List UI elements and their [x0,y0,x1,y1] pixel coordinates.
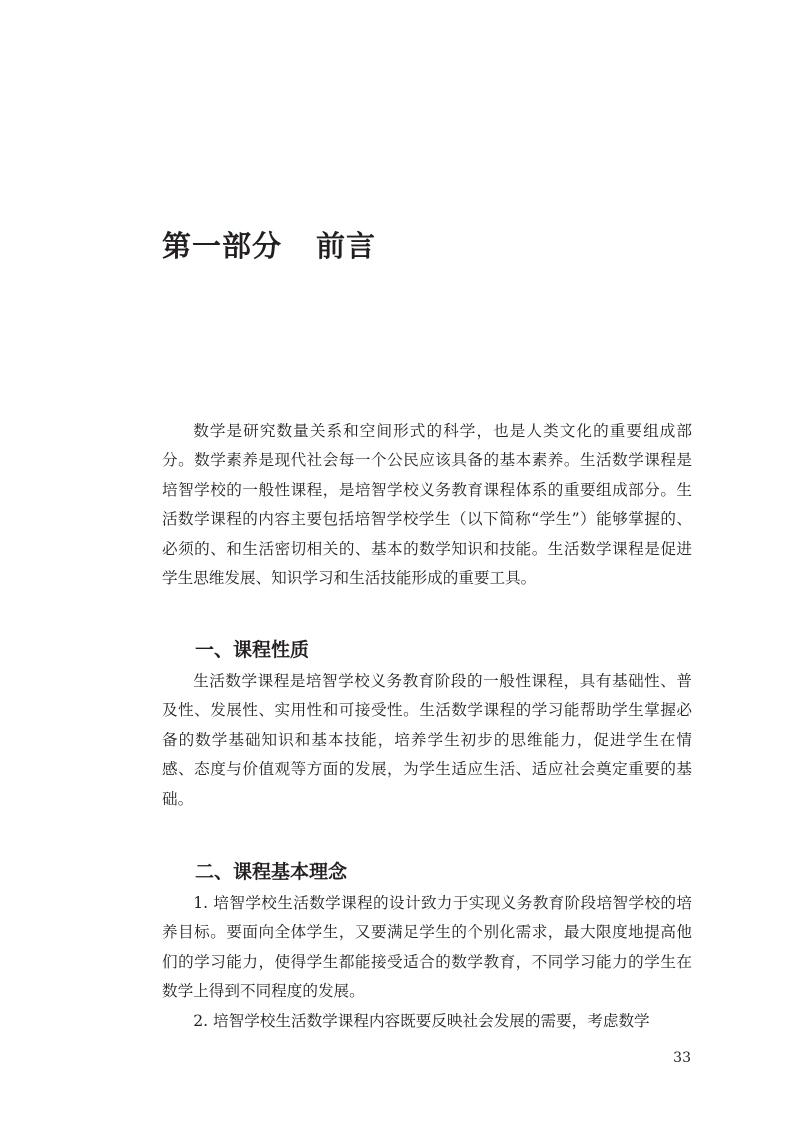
section-heading-course-nature: 一、课程性质 [195,639,310,661]
part-title-name: 前言 [316,229,377,263]
intro-paragraph: 数学是研究数量关系和空间形式的科学，也是人类文化的重要组成部分。数学素养是现代社会每一个公民应该具备的基本素养。生活数学课程是培智学校的一般性课程，是培智学校义务教育课程体系的重要组成部分。生活数学课程的内容主要包括培智学校学生（以下简称“学生”）能够掌握的、必须的、和生活密切相关的、基本的数学知识和技能。生活数学课程是促进学生思维发展、知识学习和生活技能形成的重要工具。 [162,422,692,588]
section-basic-concepts [162,858,692,1036]
page-number: 33 [673,1050,691,1066]
intro-block [162,417,692,593]
part-title-prefix: 第一部分 [162,229,283,263]
concept-item-2: 2. 培智学校生活数学课程内容既要反映社会发展的需要，考虑数学 [193,1011,650,1030]
section-course-nature [162,636,692,814]
section-heading-basic-concepts: 二、课程基本理念 [195,861,348,883]
course-nature-paragraph: 生活数学课程是培智学校义务教育阶段的一般性课程，具有基础性、普及性、发展性、实用性和可接受性。生活数学课程的学习能帮助学生掌握必备的数学基础知识和基本技能，培养学生初步的思维能力，促进学生在情感、态度与价值观等方面的发展，为学生适应生活、适应社会奠定重要的基础。 [162,672,692,808]
concept-item-1: 1. 培智学校生活数学课程的设计致力于实现义务教育阶段培智学校的培养目标。要面向全体学生，又要满足学生的个别化需求，最大限度地提高他们的学习能力，使得学生都能接受适合的数学教育，不同学习能力的学生在数学上得到不同程度的发展。 [162,894,692,1001]
part-title [162,224,376,265]
